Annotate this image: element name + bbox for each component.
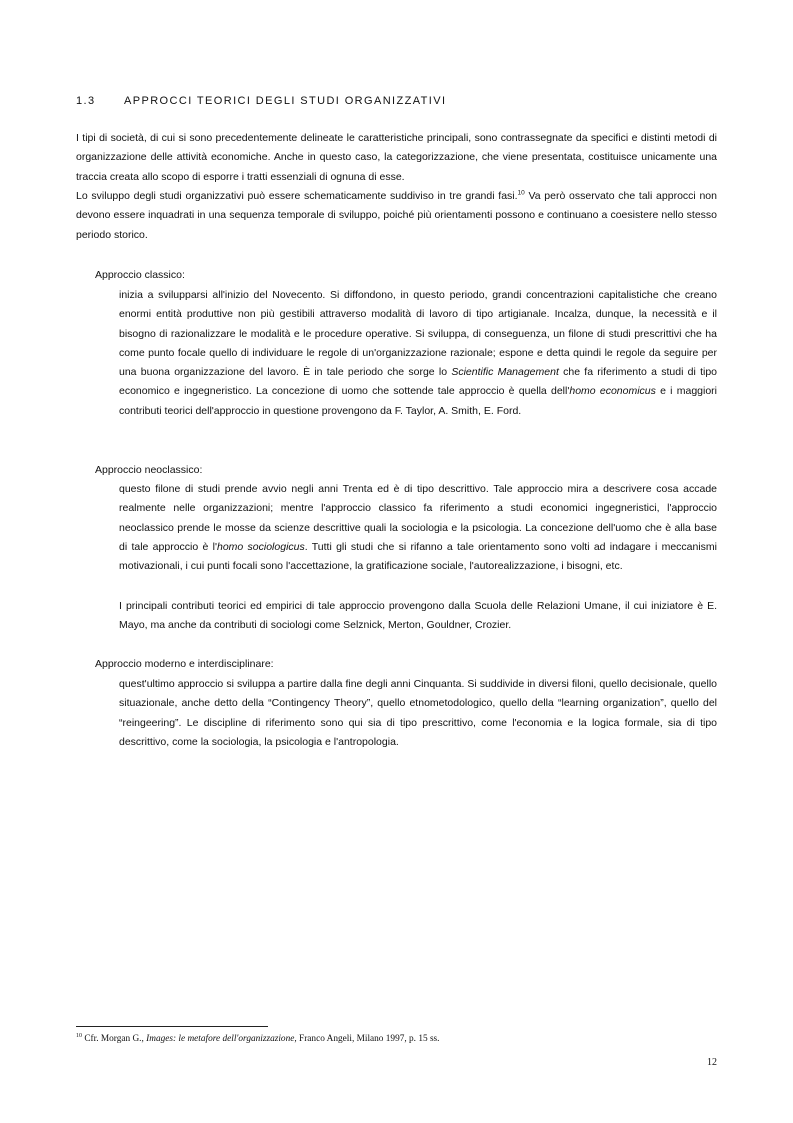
- footnote-text-b: , Franco Angeli, Milano 1997, p. 15 ss.: [294, 1034, 440, 1044]
- classical-text-part-1: inizia a svilupparsi all'inizio del Novecento. Si diffondono, in questo periodo, grandi concentrazioni capitalistiche che creano enormi entità produttive non più gestibili attraverso modalità di lavoro di tipo artigianale. Incalza, dunque, la necessità e il bisogno di razionalizzare le modalità e le procedure operative. Si sviluppa, di conseguenza, un filone di studi prescrittivi che ha come punto focale quello di individuare le regole di un'organizzazione razionale; espone e detta quindi le regole da seguire per una buona organizzazione del lavoro. È in tale periodo che sorge lo: [119, 289, 717, 379]
- neoclassical-approach-text-2: I principali contributi teorici ed empirici di tale approccio provengono dalla Scuola delle Relazioni Umane, il cui iniziatore è E. Mayo, ma anche da contributi di sociologi come Selznick, Merton, Gouldner, Crozier.: [119, 600, 717, 632]
- classical-text-part-2: che fa riferimento a studi di tipo economico e ingegneristico. La concezione di uomo che sottende tale approccio è quella dell': [119, 366, 717, 398]
- intro-paragraph-2: [76, 187, 717, 245]
- footnote: [76, 1034, 440, 1044]
- neoclassical-text-part-2: . Tutti gli studi che si rifanno a tale orientamento sono volti ad indagare i meccanismi motivazionali, i cui punti focali sono l'accettazione, la gratificazione sociale, l'autorealizzazione, i bisogni, etc.: [119, 540, 717, 573]
- intro-paragraph-2-text-a: Lo sviluppo degli studi organizzativi può essere schematicamente suddiviso in tre grandi fasi.: [76, 190, 518, 202]
- footnote-number: 10: [76, 1032, 82, 1039]
- section-number: 1.3: [76, 95, 96, 107]
- footnote-reference[interactable]: 10: [517, 189, 525, 197]
- intro-paragraph-2-text-b: Va però osservato che tali approcci non devono essere inquadrati in una sequenza temporale di sviluppo, poiché più orientamenti possono e continuano a coesistere nello stesso periodo storico.: [76, 190, 717, 241]
- classical-approach-text: [119, 286, 717, 421]
- modern-approach-text: quest'ultimo approccio si sviluppa a partire dalla fine degli anni Cinquanta. Si suddivide in diversi filoni, quello decisionale, quello situazionale, anche detto della “Contingency Theory”, quello etnometodologico, quello della “learning organization”, quello del “reingeering”. Le discipline di riferimento sono qui sia di tipo prescrittivo, come l'economia e la logica formale, sia di tipo descrittivo, come la sociologia, la psicologia e l'antropologia.: [119, 678, 717, 748]
- classical-italic-term-1: Scientific Management: [451, 366, 559, 379]
- footnote-text-a: Cfr. Morgan G.,: [82, 1034, 147, 1044]
- page-number: 12: [707, 1057, 717, 1068]
- neoclassical-approach-text: [119, 480, 717, 576]
- neoclassical-text-part-1: questo filone di studi prende avvio negli anni Trenta ed è di tipo descrittivo. Tale approccio mira a descrivere cosa accade realmente nelle organizzazioni; mentre l'approccio classico fa riferimento a studi economici ingegneristici, l'approccio neoclassico prende le mosse da scienze descrittive quali la sociologia e la psicologia. La concezione dell'uomo che è alla base di tale approccio è l': [119, 483, 717, 553]
- classical-italic-term-2: homo economicus: [569, 385, 656, 398]
- footnote-book-title: Images: le metafore dell'organizzazione: [146, 1034, 295, 1044]
- modern-approach-label: Approccio moderno e interdisciplinare:: [95, 658, 274, 670]
- neoclassical-italic-term: homo sociologicus: [216, 540, 305, 553]
- section-heading: [76, 95, 446, 107]
- footnote-divider: [76, 1026, 268, 1027]
- intro-paragraph-1: I tipi di società, di cui si sono precedentemente delineate le caratteristiche principali, sono contrassegnate da specifici e distinti metodi di organizzazione delle attività economiche. Anche in questo caso, la categorizzazione, che viene presentata, costituisce unicamente una traccia creata allo scopo di esporre i tratti essenziali di ognuna di esse.: [76, 132, 717, 183]
- neoclassical-approach-label: Approccio neoclassico:: [95, 464, 203, 476]
- classical-text-part-3: e i maggiori contributi teorici dell'approccio in questione provengono da F. Taylor, A. Smith, E. Ford.: [119, 385, 718, 417]
- classical-approach-label: Approccio classico:: [95, 269, 185, 281]
- section-title: APPROCCI TEORICI DEGLI STUDI ORGANIZZATIVI: [124, 95, 447, 107]
